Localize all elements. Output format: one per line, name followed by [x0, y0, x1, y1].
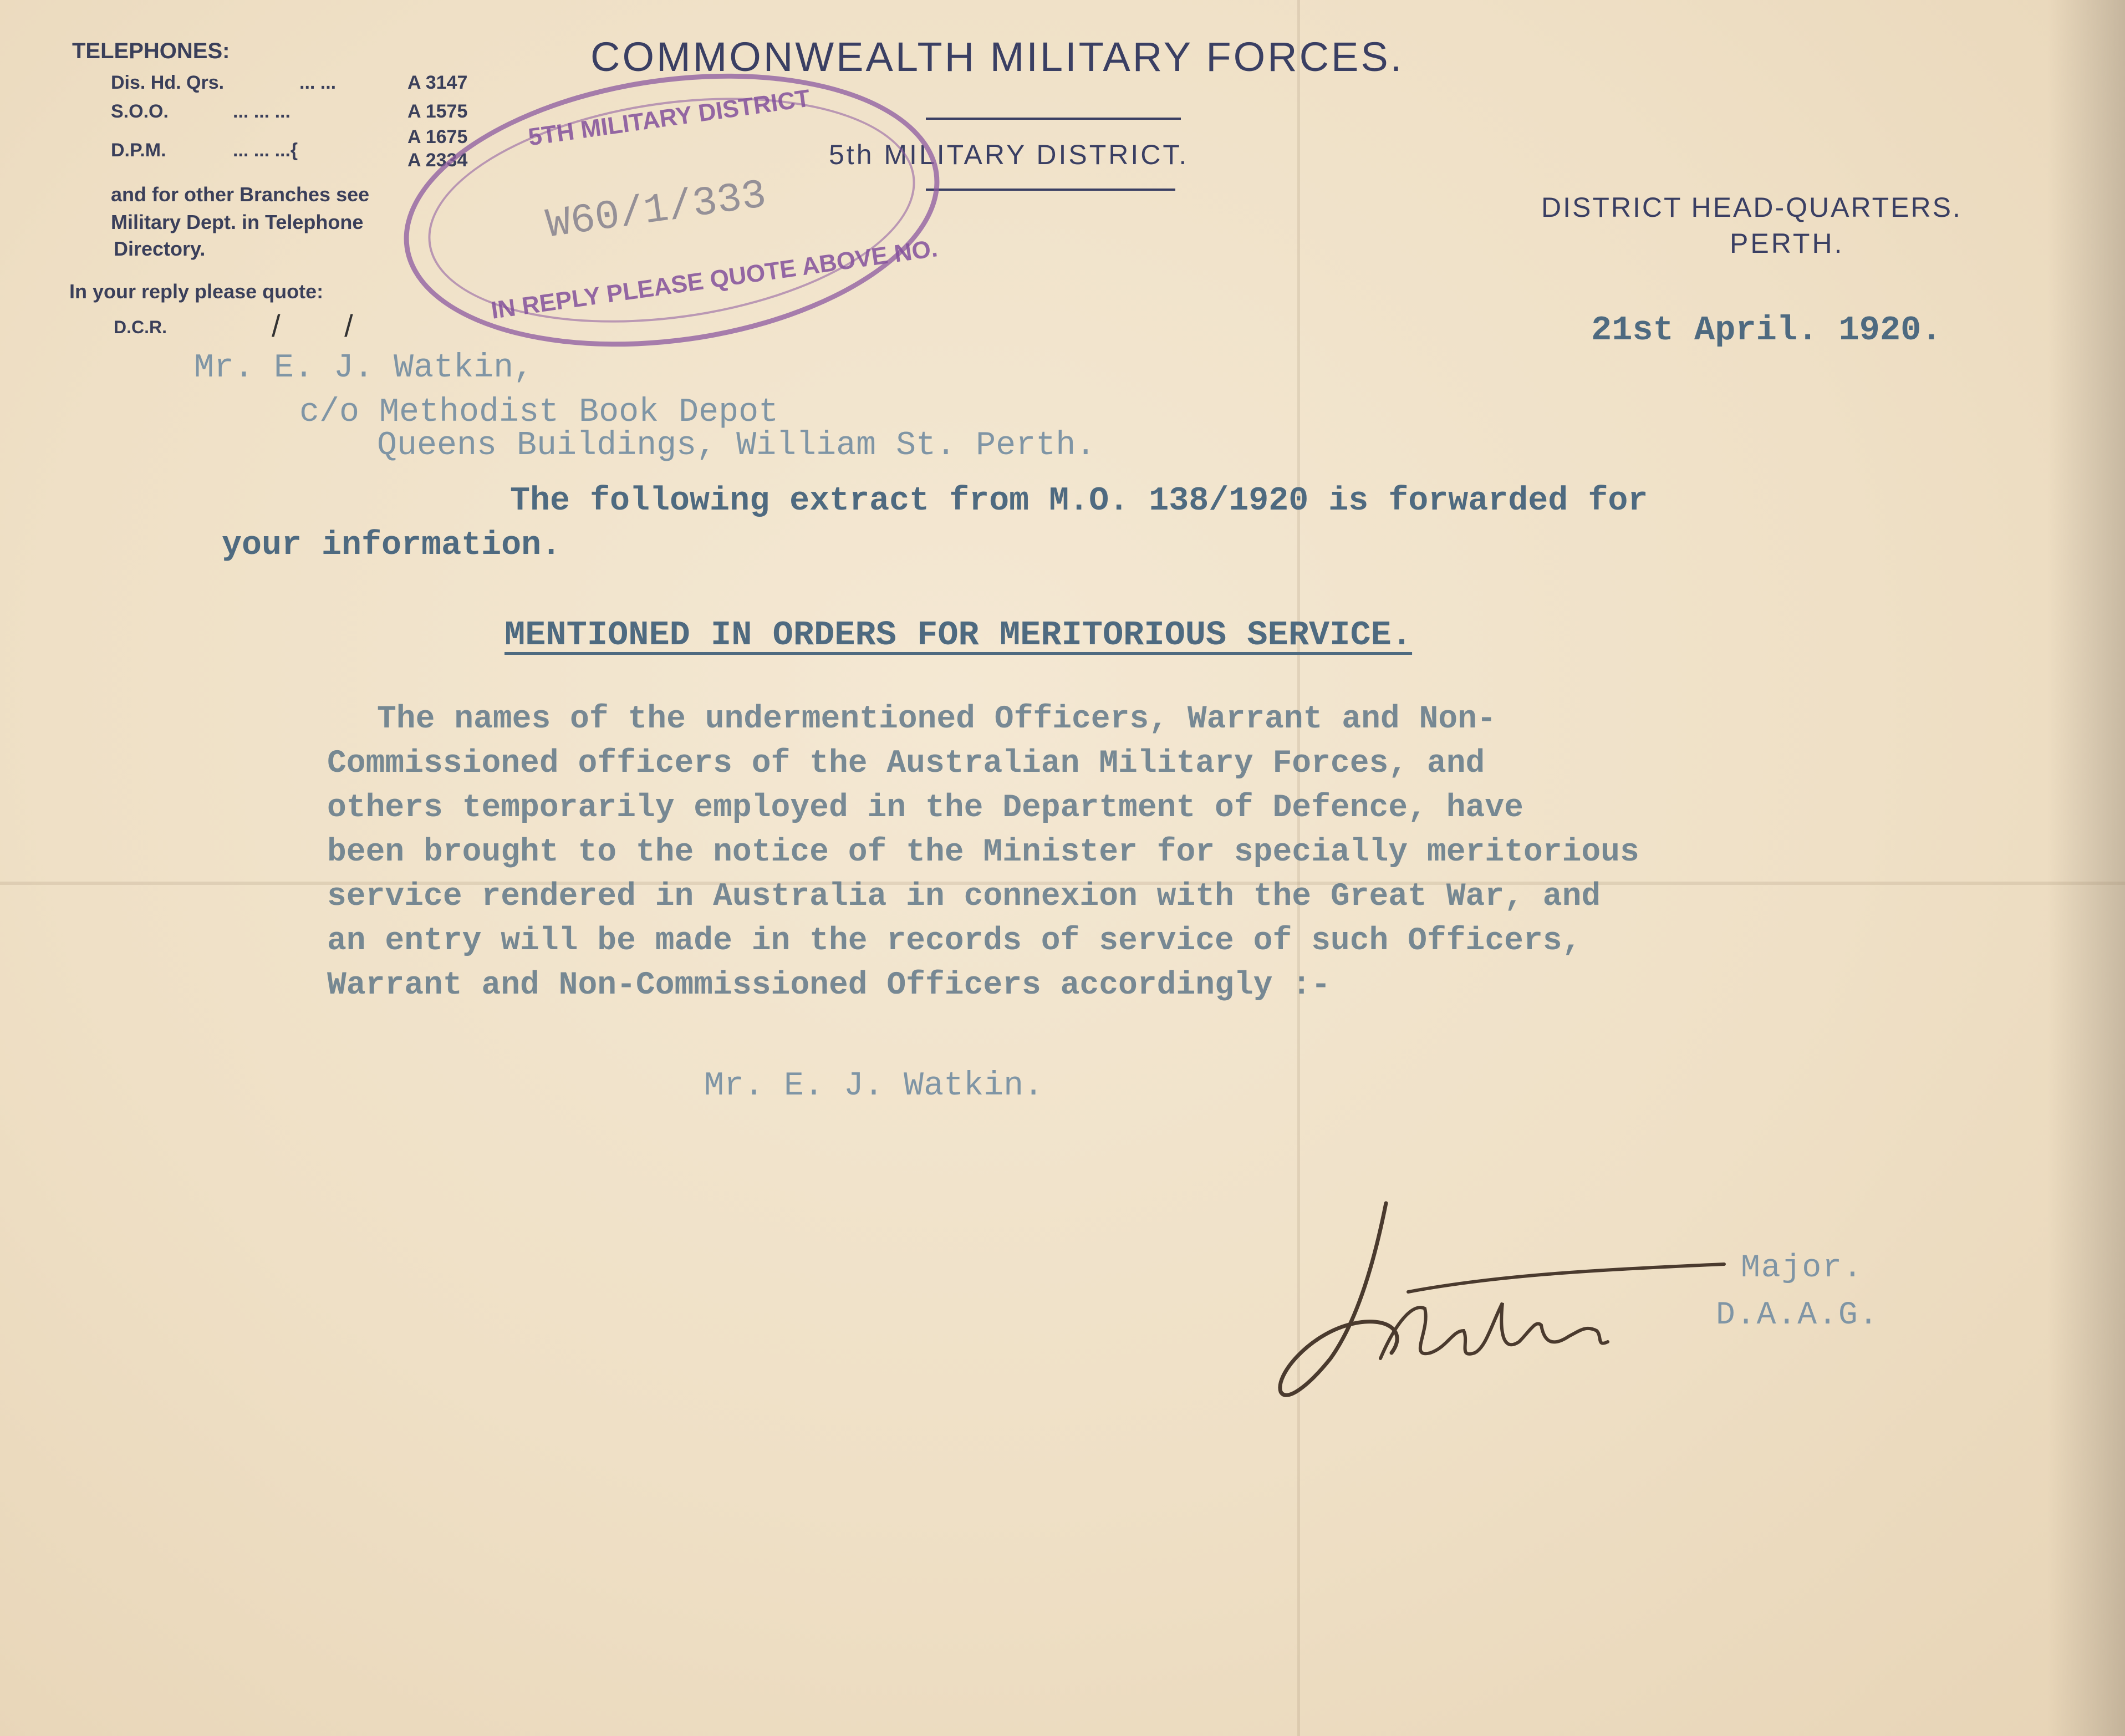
phone-dots: ... ... ...{: [233, 140, 298, 161]
org-title: COMMONWEALTH MILITARY FORCES.: [590, 34, 1404, 80]
telephones-label: TELEPHONES:: [72, 39, 230, 63]
body-line: been brought to the notice of the Minister for specially meritorious: [327, 834, 1639, 870]
other-branches-line: Military Dept. in Telephone: [111, 211, 364, 233]
stamp-top-text: 5TH MILITARY DISTRICT: [526, 84, 812, 151]
addressee-line: c/o Methodist Book Depot: [299, 394, 779, 431]
reply-quote-label: In your reply please quote:: [69, 280, 324, 303]
stamp-reference-number: W60/1/333: [543, 172, 770, 250]
header-rule: [926, 118, 1181, 120]
signature-image: [1264, 1192, 1735, 1408]
phone-label: S.O.O.: [111, 101, 169, 122]
paper-edge-shadow: [2047, 0, 2125, 1736]
phone-dots: ... ... ...: [233, 101, 291, 122]
named-person: Mr. E. J. Watkin.: [704, 1067, 1044, 1105]
phone-number: A 1575: [407, 101, 468, 122]
hq-line: DISTRICT HEAD-QUARTERS.: [1541, 192, 1962, 223]
stamp-bottom-text: IN REPLY PLEASE QUOTE ABOVE NO.: [489, 235, 940, 324]
addressee-line: Mr. E. J. Watkin,: [194, 349, 534, 387]
district-title: 5th MILITARY DISTRICT.: [829, 139, 1189, 170]
dcr-slashes: / /: [272, 308, 353, 343]
section-heading: MENTIONED IN ORDERS FOR MERITORIOUS SERVICE.: [505, 615, 1413, 655]
addressee-line: Queens Buildings, William St. Perth.: [377, 427, 1096, 465]
body-line: The names of the undermentioned Officers, Warrant and Non-: [377, 701, 1496, 737]
letter-date: 21st April. 1920.: [1591, 310, 1942, 350]
intro-line: your information.: [222, 527, 562, 564]
dcr-label: D.C.R.: [114, 317, 167, 337]
other-branches-line: and for other Branches see: [111, 183, 370, 206]
phone-number: A 3147: [407, 72, 468, 93]
phone-label: Dis. Hd. Qrs.: [111, 72, 225, 93]
intro-line: The following extract from M.O. 138/1920 is forwarded for: [510, 482, 1648, 520]
body-line: Warrant and Non-Commissioned Officers accordingly :-: [327, 968, 1331, 1004]
phone-number: A 2334: [407, 150, 468, 171]
header-rule: [926, 189, 1175, 191]
body-line: service rendered in Australia in connexion with the Great War, and: [327, 879, 1601, 915]
body-line: an entry will be made in the records of service of such Officers,: [327, 923, 1582, 959]
signatory-appointment: D.A.A.G.: [1716, 1297, 1879, 1333]
signatory-rank: Major.: [1741, 1250, 1863, 1286]
phone-number: A 1675: [407, 126, 468, 147]
body-line: others temporarily employed in the Department of Defence, have: [327, 790, 1523, 826]
hq-city: PERTH.: [1730, 228, 1844, 259]
phone-dots: ... ...: [299, 72, 337, 93]
body-line: Commissioned officers of the Australian Military Forces, and: [327, 746, 1485, 782]
other-branches-line: Directory.: [114, 237, 206, 260]
phone-label: D.P.M.: [111, 140, 166, 161]
reference-stamp: [386, 42, 957, 379]
